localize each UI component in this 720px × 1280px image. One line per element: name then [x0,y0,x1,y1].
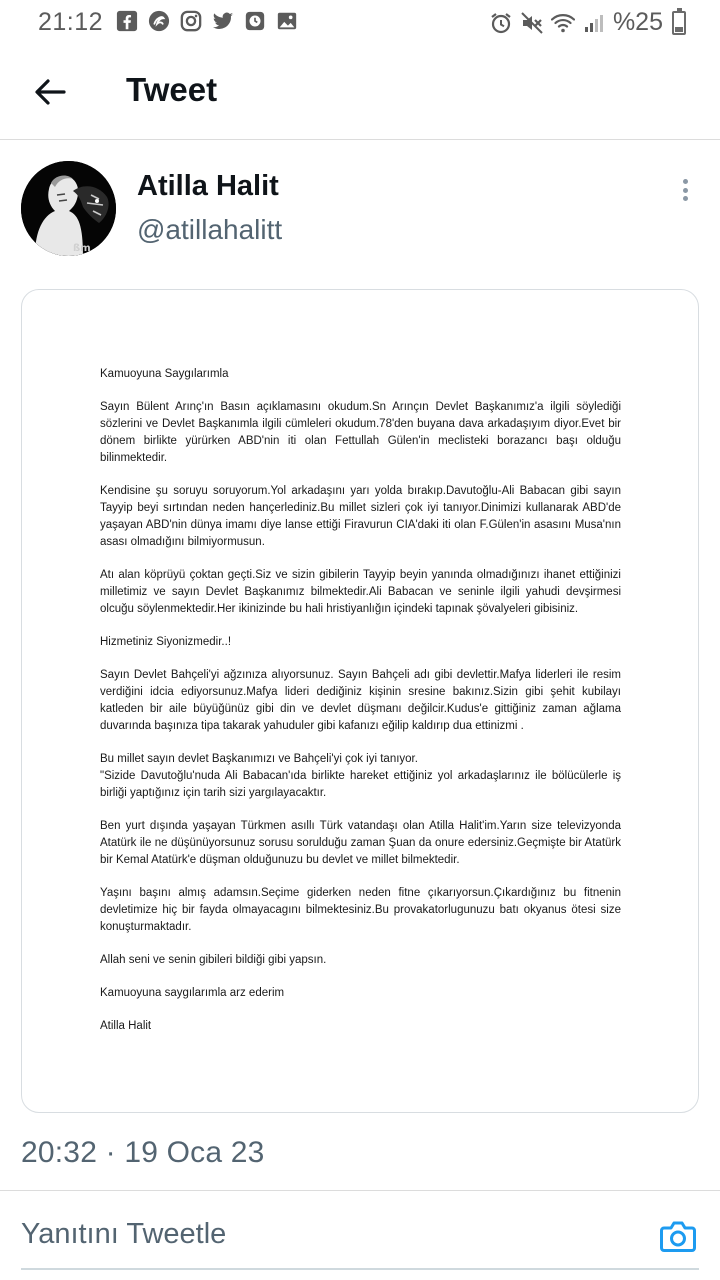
more-dot-icon [683,188,688,193]
letter-paragraph: Atı alan köprüyü çoktan geçti.Siz ve sizin gibilerin Tayyip beyin yanında olmadığınızı ihanet ettiğinizi milletimiz ve sayın Devlet Başkanımız bilmektedir.Ali Babacan ve seninle ilgili yahudi devşirmesi olcuğu söylenmektedir.Her ikinizinde bu hali hristiyanlığın içindeki tapınak şövalyeleri gibisiniz. [100,569,621,615]
svg-text:ßm: ßm [73,243,91,254]
letter-greeting: Kamuoyuna Saygılarımla [100,368,229,380]
letter-signature: Atilla Halit [100,1020,152,1032]
tweet-timestamp[interactable]: 20:32 · 19 Oca 23 [21,1136,265,1169]
letter-paragraph: Kendisine şu soruyu soruyorum.Yol arkadaşını yarı yolda bırakıp.Davutoğlu-Ali Babacan gibi sayın Tayyip beyi sırtından neden hançerlediniz.Bu millet sizleri çok iyi tanıyor.Dinimizi kullanarak ABD'de yaşayan ABD'nin dünya imamı diye lanse ettiği Firavurun CIA'daki iti olan F.Gülen'in asasını Musa'nın asası olmadığını bilmiyormusun. [100,485,621,548]
arrow-left-icon [34,78,66,106]
letter-paragraph: Sayın Bülent Arınç'ın Basın açıklamasını okudum.Sn Arınçın Devlet Başkanımız'a ilgili söylediği sözlerini ve Devlet Başkanımla ilgili cümleleri okudum.78'den buyana dava arkadaşıyım diyor.Evet bir dönem birlikte yürürken ABD'nin iti olan Fettullah Gülen'in meclisteki borazancı başı olduğu bilinmektedir. [100,401,621,464]
letter-paragraph: Sayın Devlet Bahçeli'yi ağzınıza alıyorsunuz. Sayın Bahçeli adı gibi devlettir.Mafya liderleri ile resim verdiğini idcia ediyorsunuz.Mafya lideri dediğiniz kişinin sresine bakınız.Sizin gibi şehit kubilayı katleden bir aile büyüğünüz gibi din ve devlet düşmanı değilcir.Kudus'e gittiğiniz zaman ağlama duvarında başınıza tipa takarak yahuduler gibi kafanızı eğilip kaldırıp dua ettinizmi . [100,669,621,732]
letter-paragraph: "Sizide Davutoğlu'nuda Ali Babacan'ıda birlikte hareket ettiğiniz yol arkadaşlarınız ile bölücülerle iş birliği yaptığınız için tarih sizi yargılayacaktır. [100,770,621,799]
more-dot-icon [683,179,688,184]
system-status [489,8,686,37]
letter-paragraph: Ben yurt dışında yaşayan Türkmen asıllı Türk vatandaşı olan Atilla Halit'im.Yarın size televizyonda Atatürk ile ne düşünüyorsunuz sorusu sorulduğu zaman Şuan da onure edersiniz.Geçmişte bir Atatürk bir Kemal Atatürk'e düşman olduğunuzu bu devlet ve millet bilmektedir. [100,820,621,866]
reply-input[interactable]: Yanıtını Tweetle [21,1218,227,1250]
clock-app-icon [244,10,266,32]
letter-document [100,366,621,1051]
battery-percent: %25 [612,8,663,36]
signal-icon [582,11,606,35]
author-name[interactable]: Atilla Halit [137,170,279,202]
battery-icon [672,11,686,35]
reply-underline [21,1268,699,1270]
letter-paragraph: Yaşını başını almış adamsın.Seçime giderken neden fitne çıkarıyorsun.Çıkardığınız bu fitnenin devletimize hiç bir fayda olmayacagını bilmektesiniz.Bu provakatorlugunuzu batı okyanus ötesi size konuşturmaktadır. [100,887,621,933]
facebook-icon [116,10,138,32]
app-icon [148,10,170,32]
alarm-icon [489,11,513,35]
letter-paragraph: Bu millet sayın devlet Başkanımızı ve Bahçeli'yi çok iyi tanıyor. [100,753,418,765]
wifi-icon [551,11,575,35]
letter-paragraph: Hizmetiniz Siyonizmedir..! [100,636,232,648]
mute-icon [520,11,544,35]
page-title: Tweet [126,71,218,108]
tweet-media-image[interactable] [21,289,699,1113]
notification-icons [116,10,298,32]
camera-icon [660,1219,696,1253]
camera-button[interactable] [660,1219,696,1253]
more-options-button[interactable] [672,174,698,206]
twitter-icon [212,10,234,32]
status-time: 21:12 [38,8,104,36]
status-bar [0,0,720,44]
letter-closing: Kamuoyuna saygılarımla arz ederim [100,987,285,999]
instagram-icon [180,10,202,32]
back-button[interactable] [28,70,72,114]
top-app-bar [0,44,720,140]
author-handle[interactable]: @atillahalitt [137,214,283,245]
gallery-icon [276,10,298,32]
divider [0,1190,720,1191]
avatar-portrait-icon [21,161,116,256]
avatar[interactable] [21,161,116,256]
more-dot-icon [683,196,688,201]
letter-paragraph: Allah seni ve senin gibileri bildiği gibi yapsın. [100,954,327,966]
